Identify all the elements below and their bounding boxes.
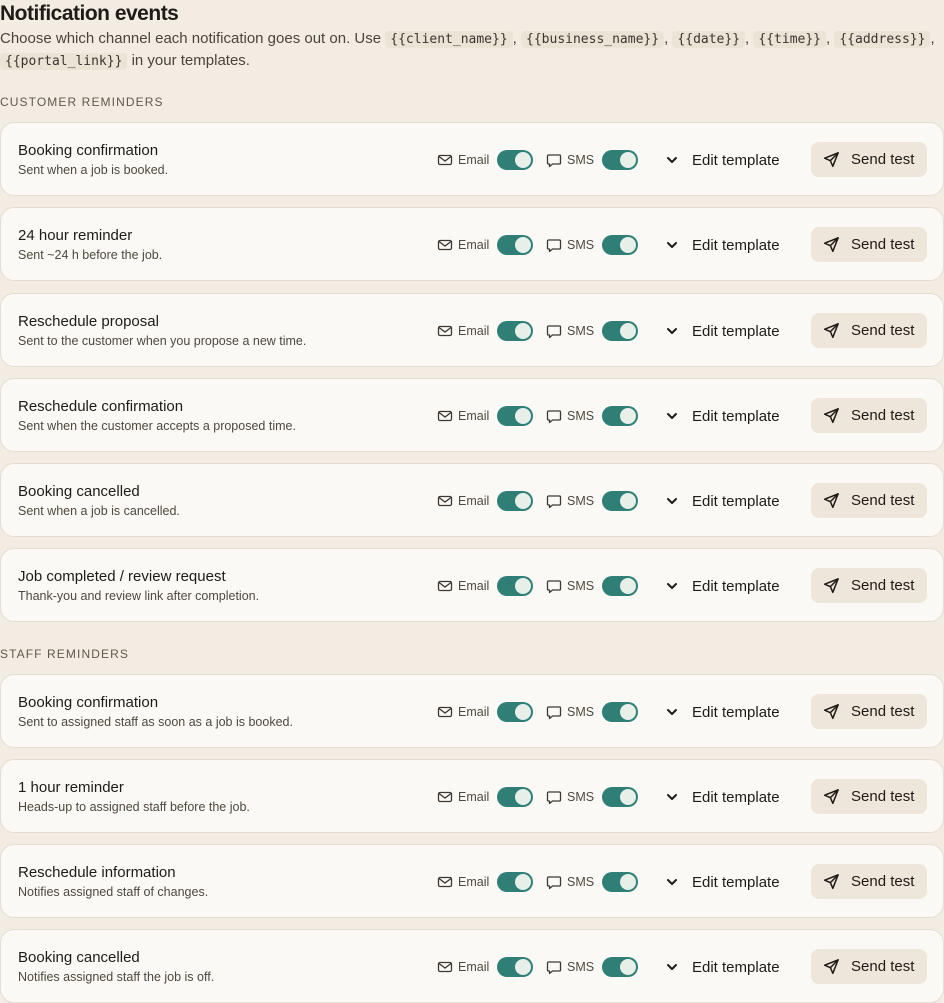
send-test-button[interactable]: [811, 568, 927, 603]
send-test-label: Send test: [851, 788, 915, 805]
message-icon: [546, 408, 562, 424]
email-label: Email: [458, 790, 490, 804]
sms-toggle[interactable]: [602, 150, 638, 170]
event-name: Reschedule proposal: [18, 313, 159, 330]
event-description: Sent when a job is cancelled.: [18, 504, 180, 518]
email-channel: [437, 320, 533, 342]
email-channel: [437, 701, 533, 723]
edit-template-label: Edit template: [692, 703, 780, 721]
edit-template-button[interactable]: [665, 786, 780, 808]
chevron-down-icon: [665, 875, 679, 889]
edit-template-label: Edit template: [692, 492, 780, 510]
token-business-name: {{business_name}}: [521, 31, 664, 48]
edit-template-label: Edit template: [692, 236, 780, 254]
email-toggle[interactable]: [497, 872, 533, 892]
event-description: Notifies assigned staff of changes.: [18, 885, 209, 899]
event-card: [0, 207, 944, 281]
chevron-down-icon: [665, 409, 679, 423]
email-label: Email: [458, 238, 490, 252]
mail-icon: [437, 704, 453, 720]
email-channel: [437, 575, 533, 597]
section-label-customer: CUSTOMER REMINDERS: [0, 95, 164, 109]
send-test-label: Send test: [851, 577, 915, 594]
sms-label: SMS: [567, 409, 595, 423]
email-channel: [437, 234, 533, 256]
email-label: Email: [458, 494, 490, 508]
email-label: Email: [458, 579, 490, 593]
event-card: [0, 293, 944, 367]
edit-template-label: Edit template: [692, 577, 780, 595]
description-text-end: in your templates.: [131, 52, 250, 69]
edit-template-label: Edit template: [692, 322, 780, 340]
chevron-down-icon: [665, 238, 679, 252]
message-icon: [546, 237, 562, 253]
mail-icon: [437, 874, 453, 890]
sms-toggle[interactable]: [602, 406, 638, 426]
email-toggle[interactable]: [497, 702, 533, 722]
sms-label: SMS: [567, 790, 595, 804]
sms-channel: [546, 320, 638, 342]
send-icon: [823, 577, 840, 594]
mail-icon: [437, 408, 453, 424]
event-card: [0, 929, 944, 1003]
sms-toggle[interactable]: [602, 787, 638, 807]
sms-toggle[interactable]: [602, 702, 638, 722]
mail-icon: [437, 237, 453, 253]
sms-toggle[interactable]: [602, 235, 638, 255]
edit-template-button[interactable]: [665, 149, 780, 171]
token-address: {{address}}: [834, 31, 930, 48]
send-icon: [823, 236, 840, 253]
event-name: Booking confirmation: [18, 694, 159, 711]
email-label: Email: [458, 960, 490, 974]
email-toggle[interactable]: [497, 150, 533, 170]
email-toggle[interactable]: [497, 235, 533, 255]
mail-icon: [437, 789, 453, 805]
send-icon: [823, 788, 840, 805]
send-icon: [823, 407, 840, 424]
event-description: Sent when a job is booked.: [18, 163, 169, 177]
email-toggle[interactable]: [497, 406, 533, 426]
send-test-label: Send test: [851, 236, 915, 253]
sms-channel: [546, 490, 638, 512]
sms-label: SMS: [567, 494, 595, 508]
event-name: Job completed / review request: [18, 568, 226, 585]
send-test-button[interactable]: [811, 227, 927, 262]
event-card: [0, 378, 944, 452]
sms-channel: [546, 956, 638, 978]
chevron-down-icon: [665, 324, 679, 338]
email-channel: [437, 786, 533, 808]
event-name: Booking cancelled: [18, 949, 140, 966]
mail-icon: [437, 152, 453, 168]
message-icon: [546, 323, 562, 339]
sms-label: SMS: [567, 238, 595, 252]
event-name: Booking cancelled: [18, 483, 140, 500]
send-test-button[interactable]: [811, 949, 927, 984]
email-toggle[interactable]: [497, 957, 533, 977]
message-icon: [546, 789, 562, 805]
sms-channel: [546, 575, 638, 597]
message-icon: [546, 578, 562, 594]
section-label-staff: STAFF REMINDERS: [0, 647, 129, 661]
sms-label: SMS: [567, 875, 595, 889]
event-card: [0, 674, 944, 748]
email-label: Email: [458, 705, 490, 719]
send-icon: [823, 703, 840, 720]
mail-icon: [437, 959, 453, 975]
sms-channel: [546, 149, 638, 171]
token-time: {{time}}: [753, 31, 826, 48]
event-description: Sent to the customer when you propose a new time.: [18, 334, 307, 348]
email-label: Email: [458, 324, 490, 338]
token-client-name: {{client_name}}: [385, 31, 512, 48]
send-test-button[interactable]: [811, 142, 927, 177]
event-name: Reschedule information: [18, 864, 176, 881]
email-channel: [437, 871, 533, 893]
chevron-down-icon: [665, 960, 679, 974]
send-test-button[interactable]: [811, 398, 927, 433]
page-description: Choose which channel each notification goes out on. Use {{client_name}} , {{business_name}} , {{date}} , {{time}} , {{address}} , {{portal_link}} in your templates.: [0, 30, 935, 69]
edit-template-label: Edit template: [692, 788, 780, 806]
send-icon: [823, 322, 840, 339]
chevron-down-icon: [665, 153, 679, 167]
edit-template-button[interactable]: [665, 701, 780, 723]
email-label: Email: [458, 409, 490, 423]
sms-label: SMS: [567, 153, 595, 167]
edit-template-button[interactable]: [665, 490, 780, 512]
message-icon: [546, 493, 562, 509]
event-description: Thank-you and review link after completion.: [18, 589, 260, 603]
email-label: Email: [458, 153, 490, 167]
send-test-label: Send test: [851, 151, 915, 168]
send-test-button[interactable]: [811, 694, 927, 729]
event-card: [0, 759, 944, 833]
message-icon: [546, 152, 562, 168]
send-icon: [823, 151, 840, 168]
send-test-label: Send test: [851, 407, 915, 424]
sms-channel: [546, 701, 638, 723]
send-test-label: Send test: [851, 873, 915, 890]
send-test-button[interactable]: [811, 313, 927, 348]
sms-label: SMS: [567, 579, 595, 593]
event-name: 1 hour reminder: [18, 779, 124, 796]
event-name: 24 hour reminder: [18, 227, 133, 244]
chevron-down-icon: [665, 790, 679, 804]
event-name: Reschedule confirmation: [18, 398, 184, 415]
description-text: Choose which channel each notification goes out on. Use: [0, 30, 382, 47]
token-portal-link: {{portal_link}}: [0, 53, 127, 70]
sms-channel: [546, 234, 638, 256]
message-icon: [546, 704, 562, 720]
edit-template-label: Edit template: [692, 407, 780, 425]
send-test-label: Send test: [851, 703, 915, 720]
email-label: Email: [458, 875, 490, 889]
email-channel: [437, 405, 533, 427]
sms-toggle[interactable]: [602, 491, 638, 511]
sms-channel: [546, 871, 638, 893]
edit-template-button[interactable]: [665, 234, 780, 256]
sms-toggle[interactable]: [602, 957, 638, 977]
sms-channel: [546, 405, 638, 427]
send-test-button[interactable]: [811, 779, 927, 814]
event-description: Sent ~24 h before the job.: [18, 248, 163, 262]
send-test-button[interactable]: [811, 864, 927, 899]
sms-toggle[interactable]: [602, 321, 638, 341]
edit-template-button[interactable]: [665, 575, 780, 597]
mail-icon: [437, 578, 453, 594]
sms-toggle[interactable]: [602, 872, 638, 892]
send-test-label: Send test: [851, 322, 915, 339]
chevron-down-icon: [665, 579, 679, 593]
edit-template-button[interactable]: [665, 320, 780, 342]
chevron-down-icon: [665, 705, 679, 719]
page-title: Notification events: [0, 2, 179, 25]
email-channel: [437, 149, 533, 171]
send-test-button[interactable]: [811, 483, 927, 518]
edit-template-button[interactable]: [665, 956, 780, 978]
event-card: [0, 463, 944, 537]
event-name: Booking confirmation: [18, 142, 159, 159]
edit-template-button[interactable]: [665, 871, 780, 893]
sms-label: SMS: [567, 324, 595, 338]
email-channel: [437, 956, 533, 978]
edit-template-label: Edit template: [692, 958, 780, 976]
event-card: [0, 844, 944, 918]
send-icon: [823, 958, 840, 975]
send-icon: [823, 873, 840, 890]
event-card: [0, 548, 944, 622]
send-icon: [823, 492, 840, 509]
email-channel: [437, 490, 533, 512]
edit-template-button[interactable]: [665, 405, 780, 427]
mail-icon: [437, 323, 453, 339]
event-description: Heads-up to assigned staff before the job.: [18, 800, 250, 814]
chevron-down-icon: [665, 494, 679, 508]
sms-toggle[interactable]: [602, 576, 638, 596]
sms-label: SMS: [567, 960, 595, 974]
token-date: {{date}}: [672, 31, 745, 48]
sms-channel: [546, 786, 638, 808]
email-toggle[interactable]: [497, 491, 533, 511]
email-toggle[interactable]: [497, 321, 533, 341]
event-description: Notifies assigned staff the job is off.: [18, 970, 215, 984]
email-toggle[interactable]: [497, 787, 533, 807]
event-description: Sent to assigned staff as soon as a job is booked.: [18, 715, 293, 729]
send-test-label: Send test: [851, 492, 915, 509]
mail-icon: [437, 493, 453, 509]
event-description: Sent when the customer accepts a proposed time.: [18, 419, 296, 433]
event-card: [0, 122, 944, 196]
edit-template-label: Edit template: [692, 873, 780, 891]
message-icon: [546, 959, 562, 975]
edit-template-label: Edit template: [692, 151, 780, 169]
message-icon: [546, 874, 562, 890]
send-test-label: Send test: [851, 958, 915, 975]
sms-label: SMS: [567, 705, 595, 719]
email-toggle[interactable]: [497, 576, 533, 596]
